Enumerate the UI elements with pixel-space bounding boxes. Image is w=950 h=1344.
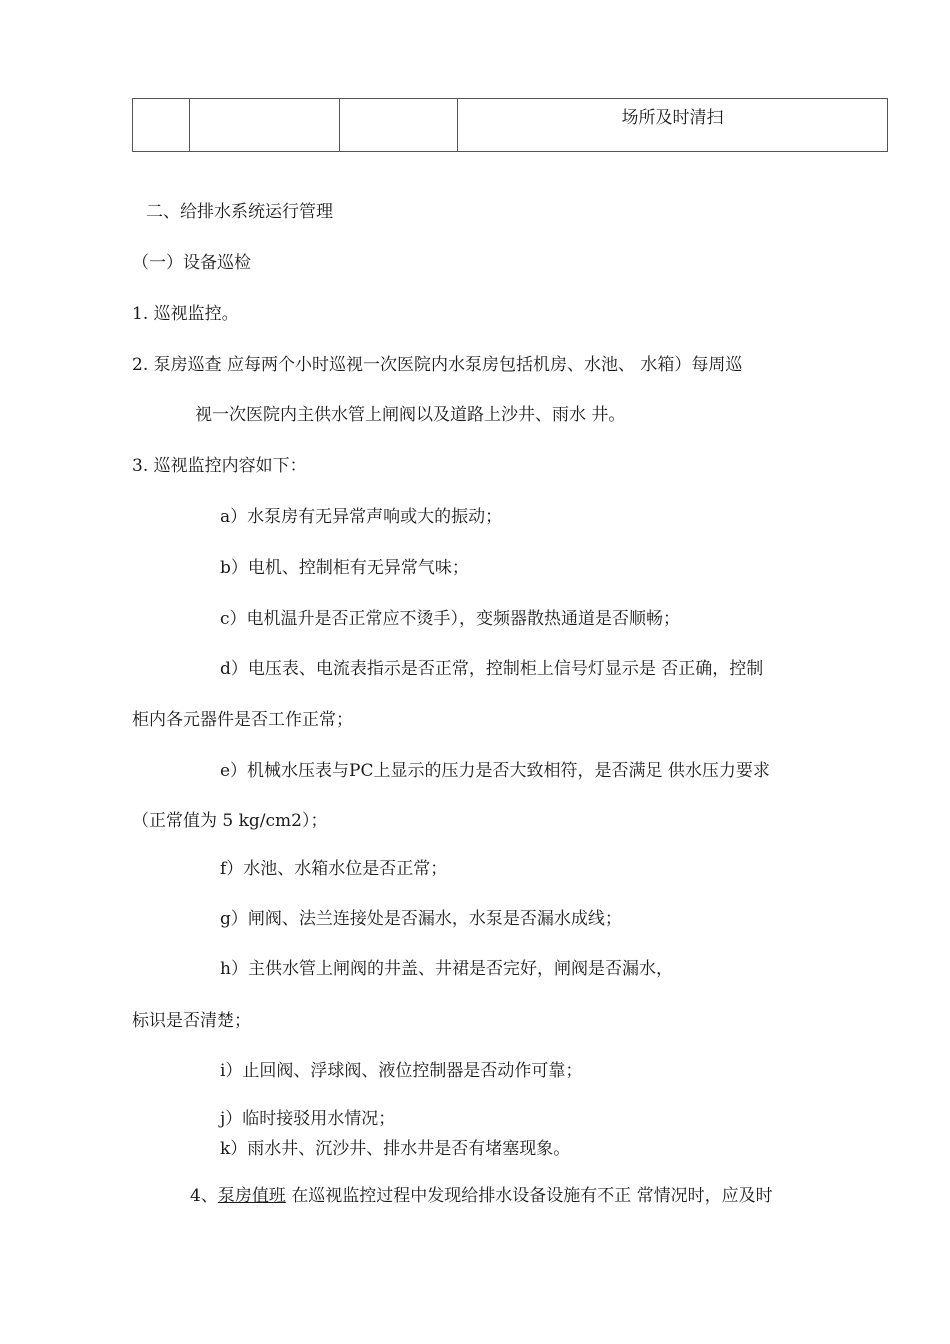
check-item-continuation: 柜内各元器件是否工作正常；: [132, 710, 353, 730]
list-item: 2. 泵房巡查 应每两个小时巡视一次医院内水泵房包括机房、水池、 水箱）每周巡: [132, 355, 743, 375]
check-item-continuation: （正常值为 5 kg/cm2）；: [132, 811, 328, 831]
table-cell: [133, 99, 190, 152]
subsection-title: （一）设备巡检: [132, 253, 251, 273]
table-row: [133, 99, 888, 152]
list-item-4: [190, 1185, 773, 1207]
top-table: [132, 98, 888, 152]
check-item: b）电机、控制柜有无异常气味；: [220, 558, 469, 578]
table-cell-text: 场所及时清扫: [458, 99, 888, 152]
check-item: f）水池、水箱水位是否正常；: [220, 859, 448, 879]
table-cell: [190, 99, 340, 152]
list-item: 3. 巡视监控内容如下：: [132, 456, 307, 476]
check-item: i）止回阀、浮球阀、液位控制器是否动作可靠；: [220, 1061, 583, 1081]
section-title: 二、给排水系统运行管理: [146, 202, 333, 222]
check-item: e）机械水压表与PC上显示的压力是否大致相符，是否满足 供水压力要求: [220, 761, 770, 781]
list-item-continuation: 视一次医院内主供水管上闸阀以及道路上沙井、雨水 井。: [195, 405, 626, 425]
check-item: g）闸阀、法兰连接处是否漏水，水泵是否漏水成线；: [220, 909, 622, 929]
check-item: k）雨水井、沉沙井、排水井是否有堵塞现象。: [220, 1139, 571, 1159]
check-item: c）电机温升是否正常应不烫手），变频器散热通道是否顺畅；: [220, 609, 681, 629]
check-item: h）主供水管上闸阀的井盖、井裙是否完好，闸阀是否漏水，: [220, 959, 673, 979]
check-item-continuation: 标识是否清楚；: [132, 1011, 251, 1031]
item4-title: 泵房值班: [217, 1186, 286, 1206]
item4-text: 在巡视监控过程中发现给排水设备设施有不正 常情况时，应及时: [285, 1186, 773, 1206]
check-item: a）水泵房有无异常声响或大的振动；: [220, 507, 503, 527]
check-item: d）电压表、电流表指示是否正常，控制柜上信号灯显示是 否正确，控制: [220, 659, 764, 679]
check-item: j）临时接驳用水情况；: [220, 1109, 396, 1129]
table-cell: [340, 99, 458, 152]
item4-number: 4、: [190, 1186, 218, 1206]
list-item: 1. 巡视监控。: [132, 304, 239, 324]
